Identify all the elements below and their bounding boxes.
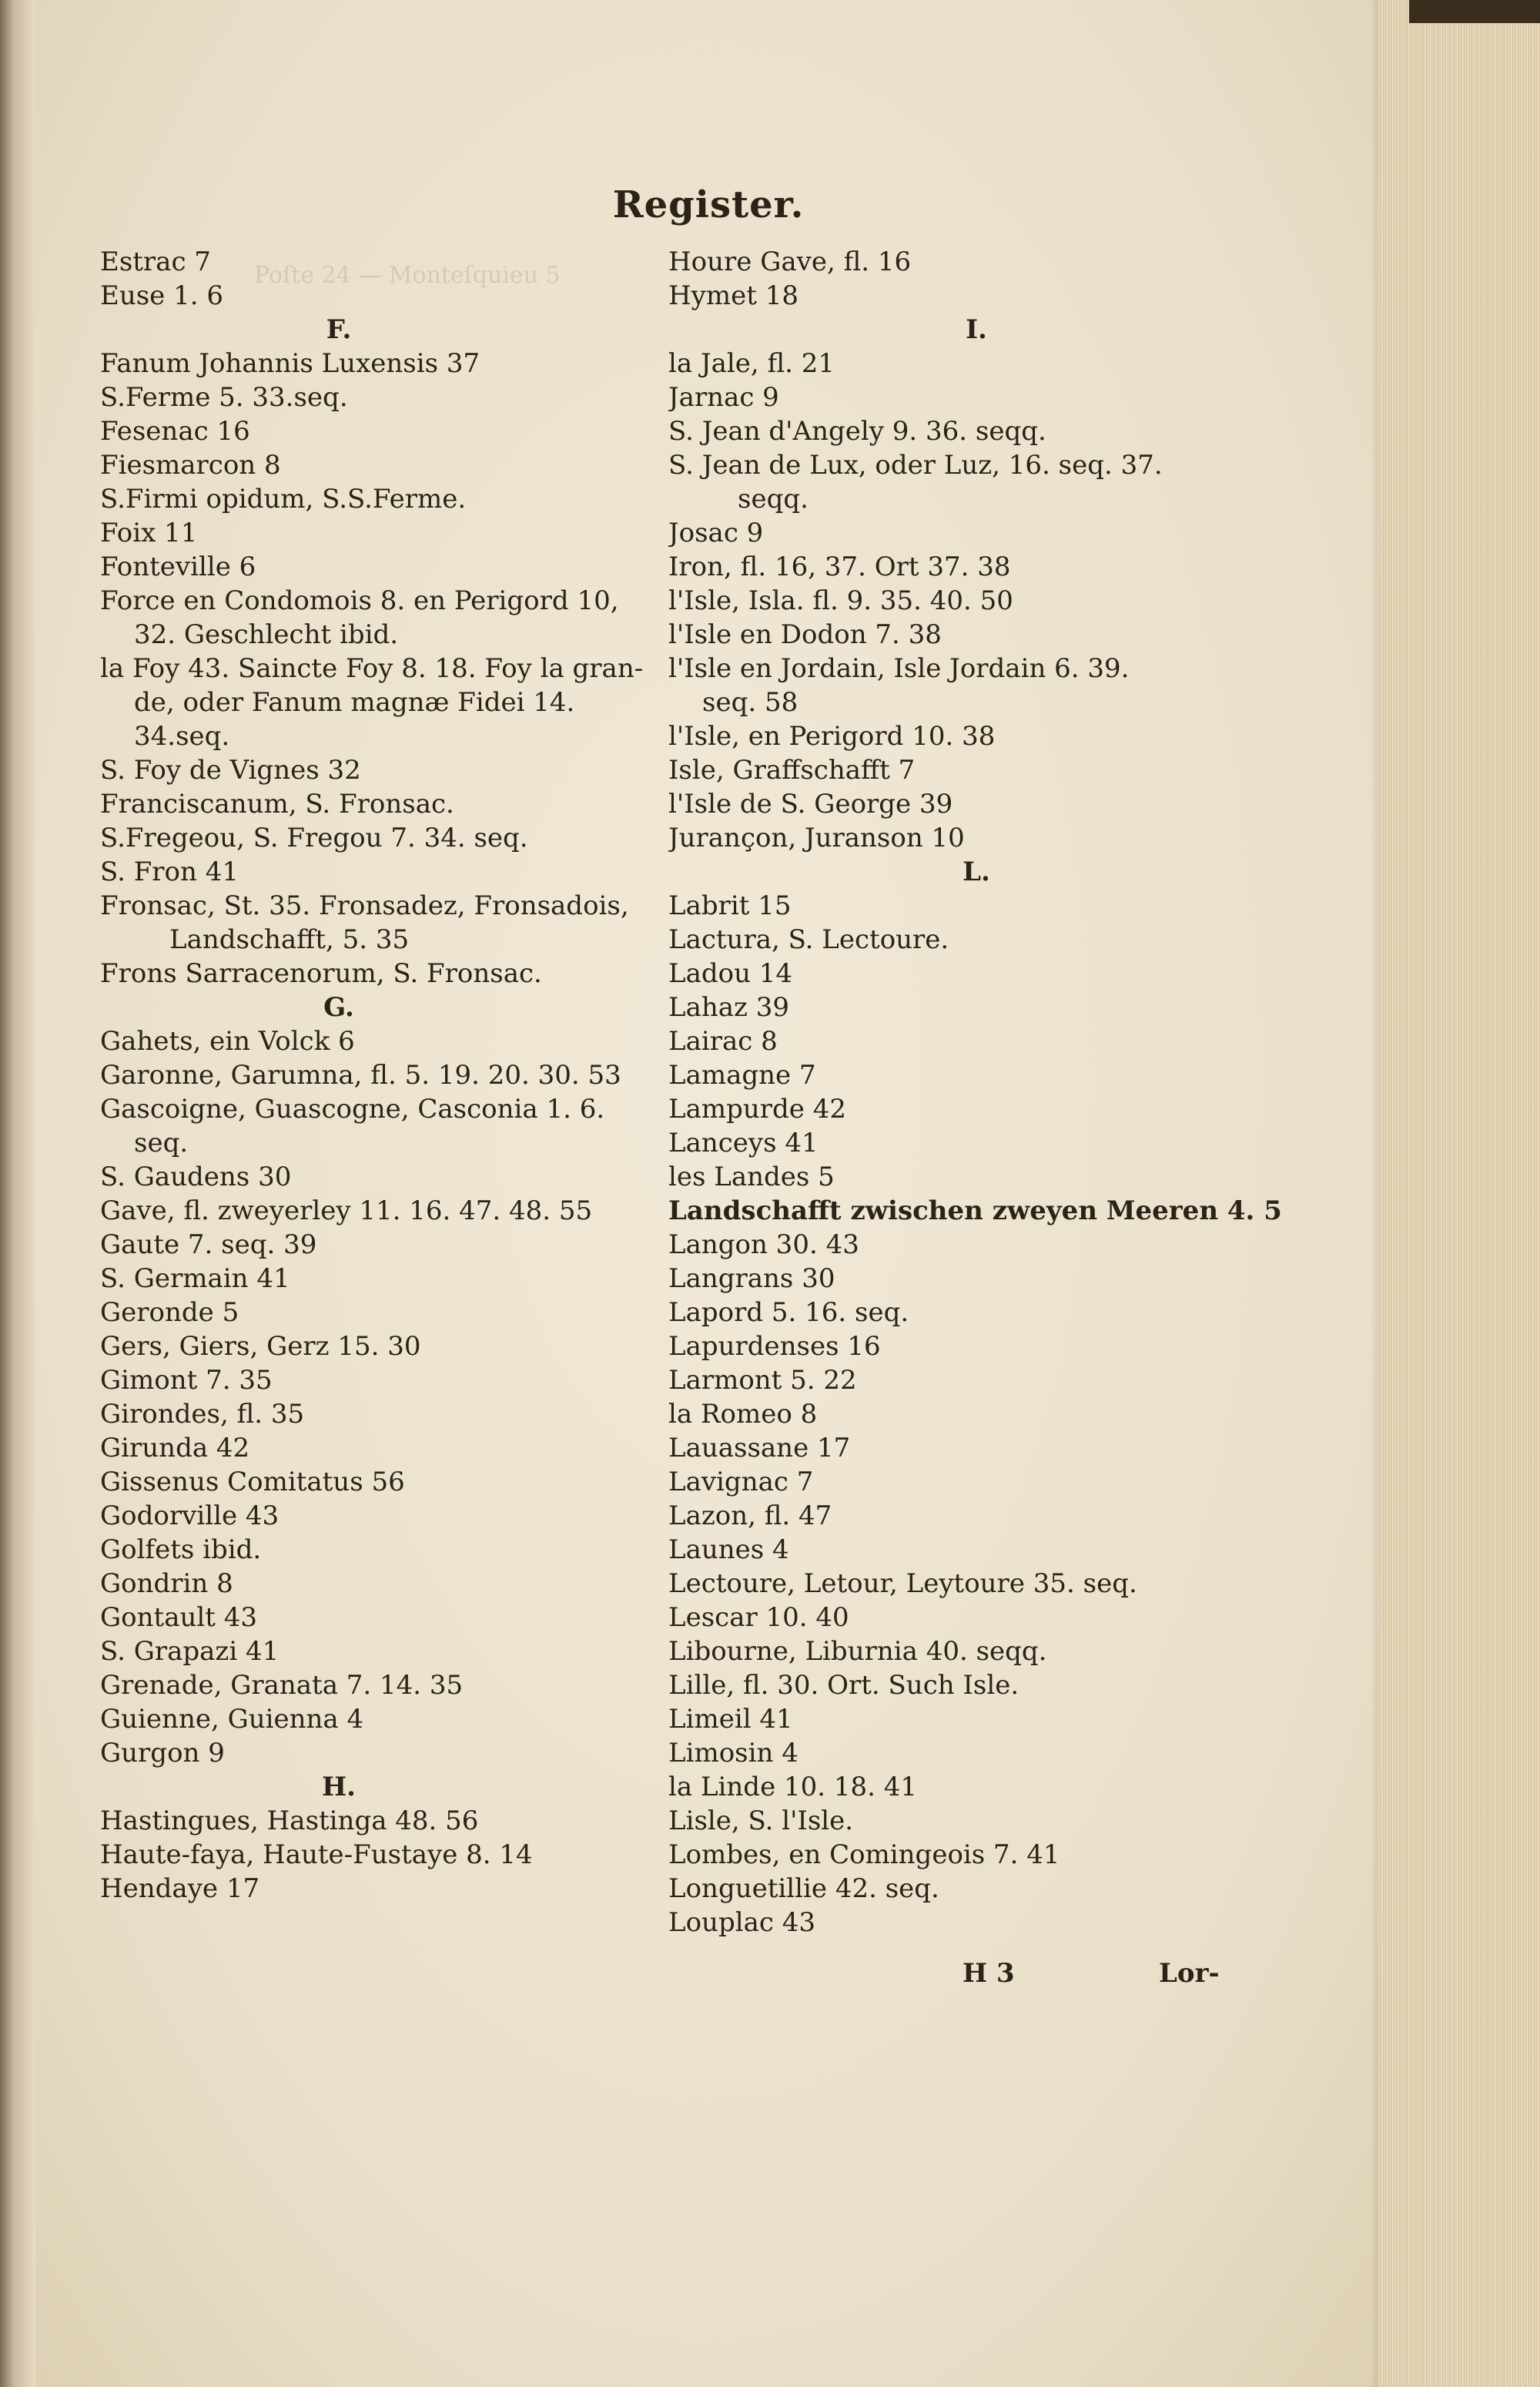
right-index-entry: Louplac 43 bbox=[668, 1907, 815, 1938]
right-index-entry: Lamagne 7 bbox=[668, 1060, 816, 1091]
page-title: Register. bbox=[612, 183, 805, 226]
right-index-entry: Lille, fl. 30. Ort. Such Isle. bbox=[668, 1670, 1019, 1701]
right-index-entry: la Jale, fl. 21 bbox=[668, 348, 835, 379]
page-footer bbox=[0, 1958, 1413, 1996]
left-index-entry: Gondrin 8 bbox=[100, 1568, 233, 1599]
left-index-entry: Frons Sarracenorum, S. Fronsac. bbox=[100, 958, 542, 989]
index-column-right bbox=[668, 245, 1315, 1939]
right-index-entry: Libourne, Liburnia 40. seqq. bbox=[668, 1636, 1047, 1667]
left-index-entry: seq. bbox=[134, 1128, 189, 1158]
left-index-entry: Landschafft, 5. 35 bbox=[169, 924, 410, 955]
right-index-entry: Limosin 4 bbox=[668, 1738, 798, 1768]
right-section-letter: I. bbox=[966, 314, 987, 345]
right-index-entry: Lavignac 7 bbox=[668, 1467, 814, 1497]
right-index-entry: Longuetillie 42. seq. bbox=[668, 1873, 939, 1904]
left-index-entry: Force en Condomois 8. en Perigord 10, bbox=[100, 585, 619, 616]
left-section-letter: F. bbox=[326, 314, 352, 345]
right-index-entry: Launes 4 bbox=[668, 1534, 789, 1565]
left-index-entry: Gurgon 9 bbox=[100, 1738, 225, 1768]
right-index-entry: Lampurde 42 bbox=[668, 1094, 846, 1125]
left-index-entry: Fesenac 16 bbox=[100, 416, 250, 447]
right-index-entry: Lectoure, Letour, Leytoure 35. seq. bbox=[668, 1568, 1137, 1599]
right-index-entry: Jarnac 9 bbox=[668, 382, 779, 413]
left-index-entry: S. Grapazi 41 bbox=[100, 1636, 280, 1667]
left-index-entry: la Foy 43. Saincte Foy 8. 18. Foy la gran- bbox=[100, 653, 644, 684]
right-index-entry: seq. 58 bbox=[702, 687, 798, 718]
right-index-entry: Lapord 5. 16. seq. bbox=[668, 1297, 909, 1328]
binding-gutter bbox=[0, 0, 35, 2387]
left-index-entry: Gahets, ein Volck 6 bbox=[100, 1026, 355, 1057]
left-index-entry: Gave, fl. zweyerley 11. 16. 47. 48. 55 bbox=[100, 1195, 593, 1226]
right-index-entry: Lahaz 39 bbox=[668, 992, 790, 1023]
right-index-entry: les Landes 5 bbox=[668, 1162, 835, 1192]
right-index-entry: Lapurdenses 16 bbox=[668, 1331, 881, 1362]
right-section-letter: L. bbox=[962, 857, 990, 887]
catchword: Lor- bbox=[1159, 1958, 1220, 1989]
right-index-entry: Landschafft zwischen zweyen Meeren 4. 5 bbox=[668, 1195, 1282, 1226]
left-index-entry: Grenade, Granata 7. 14. 35 bbox=[100, 1670, 464, 1701]
right-index-entry: l'Isle de S. George 39 bbox=[668, 789, 953, 820]
right-index-entry: Lauassane 17 bbox=[668, 1433, 851, 1463]
right-index-entry: Josac 9 bbox=[668, 518, 764, 548]
right-index-entry: Langon 30. 43 bbox=[668, 1229, 859, 1260]
left-index-entry: Franciscanum, S. Fronsac. bbox=[100, 789, 454, 820]
right-index-entry: Houre Gave, fl. 16 bbox=[668, 246, 912, 277]
left-index-entry: S. Gaudens 30 bbox=[100, 1162, 292, 1192]
left-index-entry: Fonteville 6 bbox=[100, 551, 256, 582]
left-index-entry: Golfets ibid. bbox=[100, 1534, 262, 1565]
left-index-entry: S. Germain 41 bbox=[100, 1263, 290, 1294]
left-index-entry: Gers, Giers, Gerz 15. 30 bbox=[100, 1331, 421, 1362]
right-index-entry: la Linde 10. 18. 41 bbox=[668, 1772, 918, 1802]
left-index-entry: Girondes, fl. 35 bbox=[100, 1399, 305, 1430]
left-section-letter: G. bbox=[323, 992, 354, 1023]
right-index-entry: seqq. bbox=[738, 484, 808, 515]
right-index-entry: Langrans 30 bbox=[668, 1263, 835, 1294]
left-index-entry: S. Fron 41 bbox=[100, 857, 239, 887]
left-index-entry: 34.seq. bbox=[134, 721, 230, 752]
left-index-entry: S.Firmi opidum, S.S.Ferme. bbox=[100, 484, 467, 515]
right-index-entry: Jurançon, Juranson 10 bbox=[668, 823, 965, 853]
left-index-entry: Fiesmarcon 8 bbox=[100, 450, 281, 481]
right-index-entry: Labrit 15 bbox=[668, 890, 792, 921]
left-index-entry: Fronsac, St. 35. Fronsadez, Fronsadois, bbox=[100, 890, 629, 921]
left-index-entry: Fanum Johannis Luxensis 37 bbox=[100, 348, 480, 379]
cover-corner bbox=[1409, 0, 1540, 23]
left-index-entry: Geronde 5 bbox=[100, 1297, 239, 1328]
bleed-through-text: Poſte 24 — Monteſquieu 5 bbox=[254, 262, 561, 289]
left-index-entry: Garonne, Garumna, fl. 5. 19. 20. 30. 53 bbox=[100, 1060, 621, 1091]
right-index-entry: Lactura, S. Lectoure. bbox=[668, 924, 949, 955]
left-index-entry: Godorville 43 bbox=[100, 1500, 280, 1531]
right-index-entry: Lescar 10. 40 bbox=[668, 1602, 849, 1633]
left-index-entry: Girunda 42 bbox=[100, 1433, 250, 1463]
signature-mark: H 3 bbox=[962, 1958, 1015, 1989]
right-index-entry: Ladou 14 bbox=[668, 958, 793, 989]
left-index-entry: Gissenus Comitatus 56 bbox=[100, 1467, 405, 1497]
right-index-entry: l'Isle, Isla. fl. 9. 35. 40. 50 bbox=[668, 585, 1013, 616]
left-index-entry: Gascoigne, Guascogne, Casconia 1. 6. bbox=[100, 1094, 605, 1125]
right-index-entry: Iron, fl. 16, 37. Ort 37. 38 bbox=[668, 551, 1011, 582]
left-index-entry: S.Ferme 5. 33.seq. bbox=[100, 382, 348, 413]
right-index-entry: l'Isle en Jordain, Isle Jordain 6. 39. bbox=[668, 653, 1130, 684]
left-index-entry: Guienne, Guienna 4 bbox=[100, 1704, 364, 1735]
left-index-entry: Estrac 7 bbox=[100, 246, 211, 277]
right-index-entry: S. Jean d'Angely 9. 36. seqq. bbox=[668, 416, 1046, 447]
left-index-entry: 32. Geschlecht ibid. bbox=[134, 619, 399, 650]
right-index-entry: l'Isle en Dodon 7. 38 bbox=[668, 619, 942, 650]
right-index-entry: Larmont 5. 22 bbox=[668, 1365, 857, 1396]
left-index-entry: Hendaye 17 bbox=[100, 1873, 260, 1904]
left-index-entry: S. Foy de Vignes 32 bbox=[100, 755, 361, 786]
left-index-entry: de, oder Fanum magnæ Fidei 14. bbox=[134, 687, 575, 718]
left-index-entry: Hastingues, Hastinga 48. 56 bbox=[100, 1805, 479, 1836]
right-index-entry: Isle, Graffschafft 7 bbox=[668, 755, 916, 786]
left-index-entry: Haute-faya, Haute-Fustaye 8. 14 bbox=[100, 1839, 533, 1870]
right-index-entry: Limeil 41 bbox=[668, 1704, 793, 1735]
left-index-entry: S.Fregeou, S. Fregou 7. 34. seq. bbox=[100, 823, 528, 853]
left-index-entry: Gimont 7. 35 bbox=[100, 1365, 273, 1396]
right-index-entry: Lisle, S. l'Isle. bbox=[668, 1805, 854, 1836]
right-index-entry: Lairac 8 bbox=[668, 1026, 778, 1057]
left-section-letter: H. bbox=[322, 1772, 356, 1802]
page-block-edge bbox=[1378, 0, 1540, 2387]
left-index-entry: Gaute 7. seq. 39 bbox=[100, 1229, 317, 1260]
left-index-entry: Gontault 43 bbox=[100, 1602, 257, 1633]
right-index-entry: l'Isle, en Perigord 10. 38 bbox=[668, 721, 996, 752]
right-index-entry: S. Jean de Lux, oder Luz, 16. seq. 37. bbox=[668, 450, 1163, 481]
left-index-entry: Euse 1. 6 bbox=[100, 280, 223, 311]
right-index-entry: Lazon, fl. 47 bbox=[668, 1500, 832, 1531]
right-index-entry: la Romeo 8 bbox=[668, 1399, 818, 1430]
left-index-entry: Foix 11 bbox=[100, 518, 198, 548]
right-index-entry: Lanceys 41 bbox=[668, 1128, 819, 1158]
right-index-entry: Lombes, en Comingeois 7. 41 bbox=[668, 1839, 1060, 1870]
right-index-entry: Hymet 18 bbox=[668, 280, 798, 311]
index-column-left bbox=[100, 245, 654, 1906]
